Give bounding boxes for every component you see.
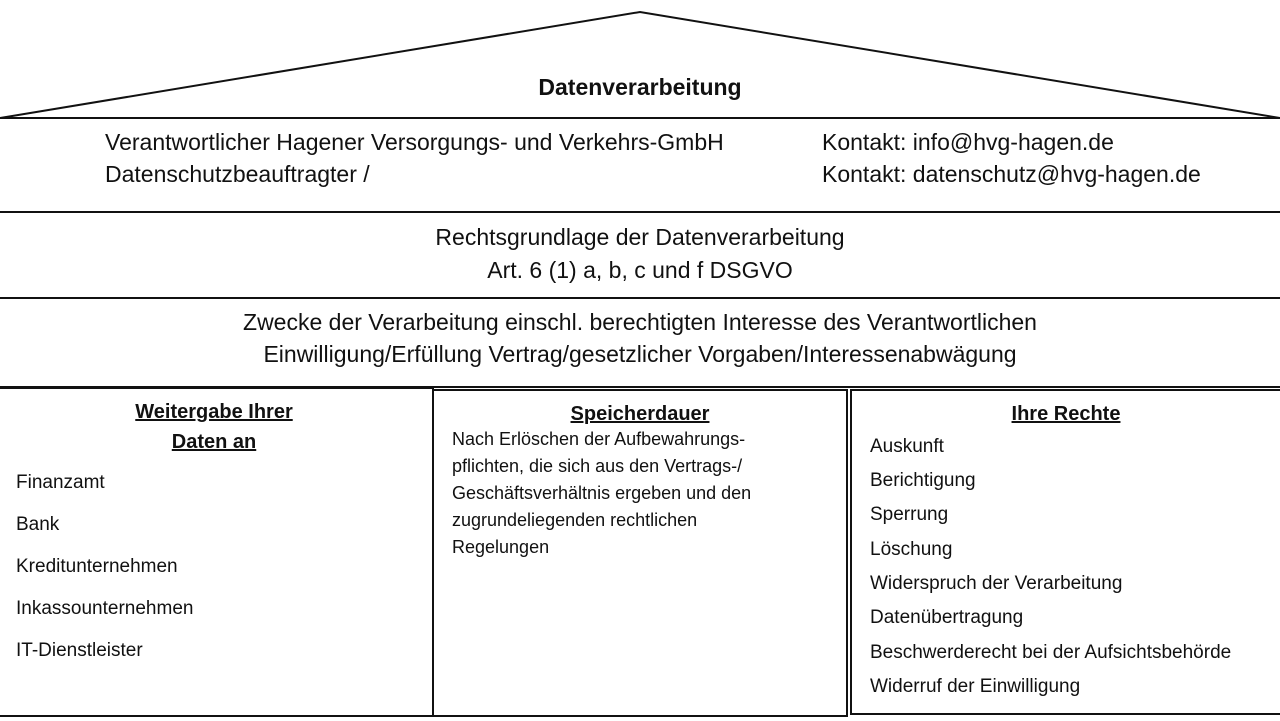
responsible-contact: Kontakt: info@hvg-hagen.de: [822, 129, 1114, 155]
rights-item: Widerspruch der Verarbeitung: [870, 573, 1123, 594]
recipient-item: IT-Dienstleister: [16, 640, 143, 661]
dpo-contact: Kontakt: datenschutz@hvg-hagen.de: [822, 161, 1201, 187]
storage-heading: Speicherdauer: [570, 403, 710, 425]
rights-item: Auskunft: [870, 436, 944, 457]
recipient-item: Inkassounternehmen: [16, 598, 194, 619]
divider-line: [0, 297, 1280, 299]
recipient-item: Kreditunternehmen: [16, 556, 178, 577]
responsible-label: Verantwortlicher Hagener Versorgungs- und Verkehrs-GmbH: [105, 129, 724, 155]
diagram-title: Datenverarbeitung: [538, 74, 742, 100]
recipients-heading: Weitergabe Ihrer: [135, 401, 293, 423]
storage-line: Regelungen: [452, 537, 550, 557]
legal-basis-article: Art. 6 (1) a, b, c und f DSGVO: [487, 257, 793, 283]
roof-triangle: [0, 0, 1280, 130]
rights-item: Sperrung: [870, 504, 949, 525]
purposes-line: Zwecke der Verarbeitung einschl. berechtigten Interesse des Verantwortlichen: [243, 309, 1037, 335]
rights-item: Löschung: [870, 539, 953, 560]
purposes-line: Einwilligung/Erfüllung Vertrag/gesetzlicher Vorgaben/Interessenabwägung: [263, 341, 1017, 367]
divider-line: [0, 211, 1280, 213]
recipients-heading: Daten an: [171, 431, 257, 453]
rights-heading: Ihre Rechte: [1011, 403, 1121, 425]
storage-line: zugrundeliegenden rechtlichen: [452, 510, 698, 530]
rights-item: Widerruf der Einwilligung: [870, 676, 1081, 697]
rights-item: Datenübertragung: [870, 607, 1024, 628]
recipient-item: Bank: [16, 514, 60, 535]
roof-base-line: [0, 117, 1280, 119]
dpo-label: Datenschutzbeauftragter /: [105, 161, 370, 187]
legal-basis-heading: Rechtsgrundlage der Datenverarbeitung: [435, 224, 845, 250]
rights-item: Berichtigung: [870, 470, 976, 491]
storage-line: pflichten, die sich aus den Vertrags-/: [452, 456, 743, 476]
rights-item: Beschwerderecht bei der Aufsichtsbehörde: [870, 642, 1232, 663]
recipient-item: Finanzamt: [16, 472, 105, 493]
storage-line: Nach Erlöschen der Aufbewahrungs-: [452, 429, 746, 449]
storage-line: Geschäftsverhältnis ergeben und den: [452, 483, 752, 503]
storage-text: [452, 426, 751, 561]
